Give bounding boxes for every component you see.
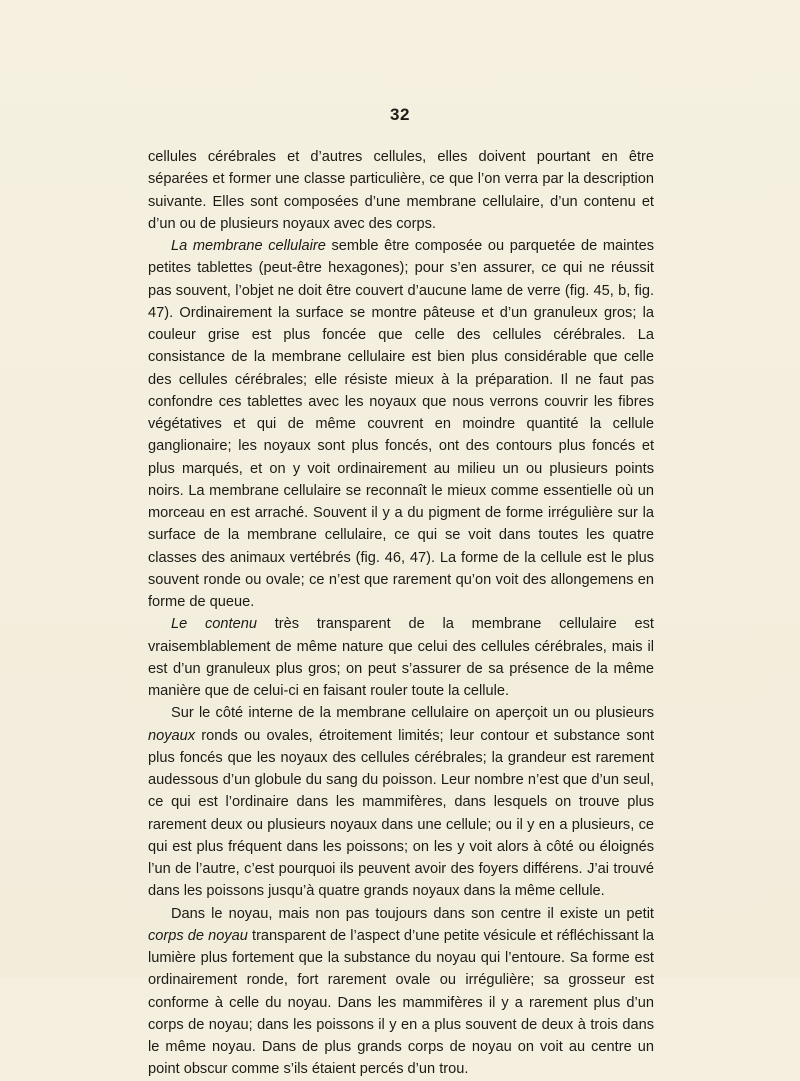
text-run: ronds ou ovales, étroitement limités; leur contour et substance sont plus foncés que les noyaux des cellules cérébrales; la grandeur est rarement audessous d’un globule du sang du poisson. Leur nombre n’est que d’un seul, ce qui est l’ordinaire dans les mammifères, dans lesquels on trouve plus rarement deux ou plusieurs noyaux dans une cellule; ou il y en a plusieurs, ce qui est plus fréquent dans les poissons; on les y voit alors à côté ou éloignés l’un de l’autre, c’est pourquoi ils peuvent avoir des foyers différens. J’ai trouvé dans les poissons jusqu’à quatre grands noyaux dans la même cellule. [148, 727, 654, 900]
text-run: Sur le côté interne de la membrane cellulaire on aperçoit un ou plusieurs [171, 705, 654, 722]
body-text [148, 146, 654, 1081]
italic-term: La membrane cellulaire [171, 238, 326, 254]
text-run: semble être composée ou parquetée de maintes petites tablettes (peut-être hexagones); pour s’en assurer, ce qui ne réussit pas souvent, l’objet ne doit être couvert d’aucune lame de verre (fig. 45, b, fig. 47). Ordinairement la surface se montre pâteuse et d’un granuleux gros; la couleur grise est plus foncée que celle des cellules cérébrales. La consistance de la membrane cellulaire est bien plus considérable que celle des cellules cérébrales; elle résiste mieux à la préparation. Il ne faut pas confondre ces tablettes avec les noyaux que nous verrons couvrir les fibres végétatives et qui de même couvrent en moindre quantité la cellule ganglionaire; les noyaux sont plus foncés, ont des contours plus foncés et plus marqués, et on y voit ordinairement au milieu un ou plusieurs points noirs. La membrane cellulaire se reconnaît le mieux comme essentielle où un morceau en est arraché. Souvent il y a du pigment de forme irrégulière sur la surface de la membrane cellulaire, ce qui se voit dans toutes les quatre classes des animaux vertébrés (fig. 46, 47). La forme de la cellule est le plus souvent ronde ou ovale; ce n’est que rarement qu’on voit des allongemens en forme de queue. [148, 238, 654, 610]
text-run: Dans le noyau, mais non pas toujours dans son centre il existe un petit [171, 905, 654, 922]
page-number: 32 [390, 105, 410, 124]
paragraph [148, 702, 654, 902]
paragraph [148, 903, 654, 1081]
text-run: cellules cérébrales et d’autres cellules, elles doivent pourtant en être séparées et former une classe particulière, ce que l’on verra par la description suivante. Elles sont composées d’une membrane cellulaire, d’un contenu et d’un ou de plusieurs noyaux avec des corps. [148, 149, 654, 232]
paragraph [148, 235, 654, 613]
text-run: très transparent de la membrane cellulaire est vraisemblablement de même nature que celui des cellules cérébrales, mais il est d’un granuleux plus gros; on peut s’assurer de sa présence de la même manière que de celui-ci en faisant rouler toute la cellule. [148, 616, 654, 699]
italic-term: Le contenu [171, 616, 257, 633]
paragraph [148, 146, 654, 235]
text-run: transparent de l’aspect d’une petite vésicule et réfléchissant la lumière plus fortement que la substance du noyau qui l’entoure. Sa forme est ordinairement ronde, fort rarement ovale ou irrégulière; sa grosseur est conforme à celle du noyau. Dans les mammifères il y a rarement plus d’un corps de noyau; dans les poissons il y en a plus souvent de deux à trois dans le même noyau. Dans de plus grands corps de noyau on voit au centre un point obscur comme s’ils étaient percés d’un trou. [148, 927, 654, 1078]
italic-term: corps de noyau [148, 927, 248, 944]
italic-term: noyaux [148, 727, 196, 744]
paragraph [148, 613, 654, 702]
